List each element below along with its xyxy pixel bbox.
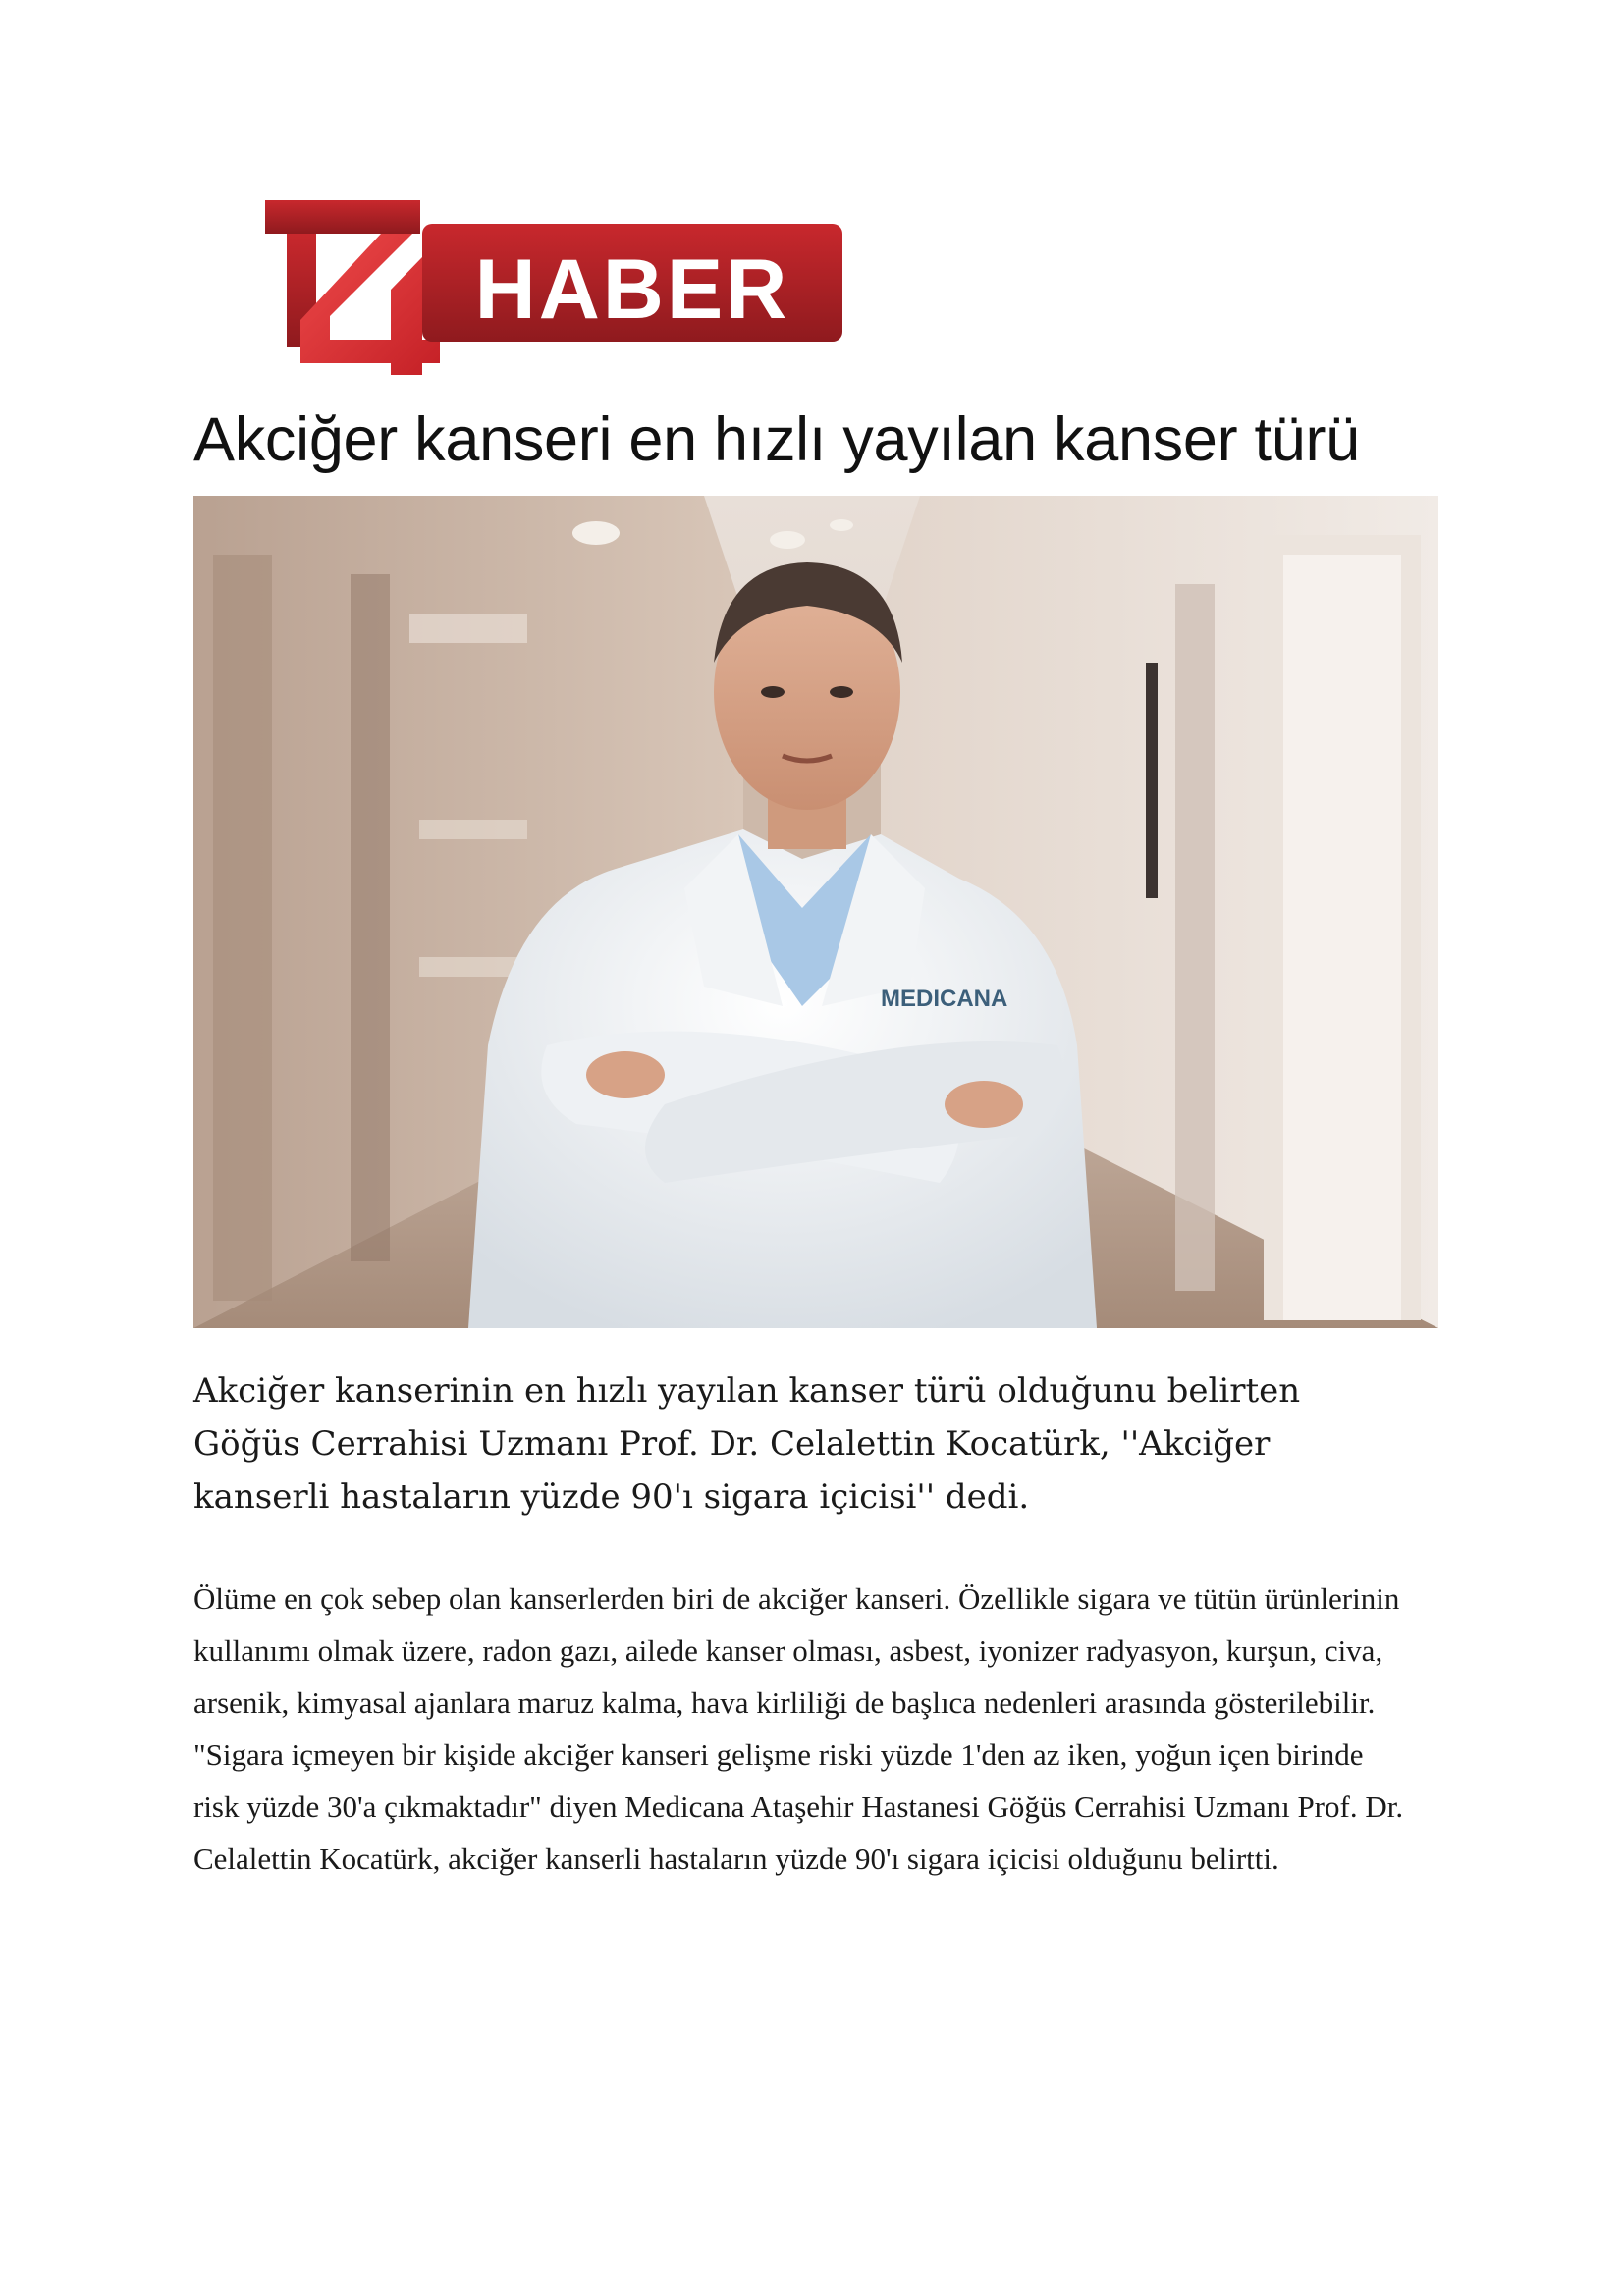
article-title: Akciğer kanseri en hızlı yayılan kanser türü bbox=[193, 405, 1360, 474]
article-lead: Akciğer kanserinin en hızlı yayılan kanser türü olduğunu belirten Göğüs Cerrahisi Uzmanı Prof. Dr. Celalettin Kocatürk, ''Akciğer kanserli hastaların yüzde 90'ı sigara içicisi'' dedi. bbox=[193, 1371, 1301, 1517]
article-body: Ölüme en çok sebep olan kanserlerden biri de akciğer kanseri. Özellikle sigara ve tütün ürünlerinin kullanımı olmak üzere, radon gazı, ailede kanser olması, asbest, iyonizer radyasyon, kurşun, civa, arsenik, kimyasal ajanlara maruz kalma, hava kirliliği de başlıca nedenleri arasında gösterilebilir. "Sigara içmeyen bir kişide akciğer kanseri gelişme riski yüzde 1'den az iken, yoğun içen birinde risk yüzde 30'a çıkmaktadır" diyen Medicana Ataşehir Hastanesi Göğüs Cerrahisi Uzmanı Prof. Dr. Celalettin Kocatürk, akciğer kanserli hastaların yüzde 90'ı sigara içicisi olduğunu belirtti. bbox=[193, 1581, 1404, 1876]
t24-haber-logo bbox=[265, 196, 844, 378]
article-photo bbox=[193, 496, 1438, 1328]
logo-haber-text: HABER bbox=[474, 242, 790, 337]
coat-logo-text: MEDICANA bbox=[881, 986, 1008, 1012]
